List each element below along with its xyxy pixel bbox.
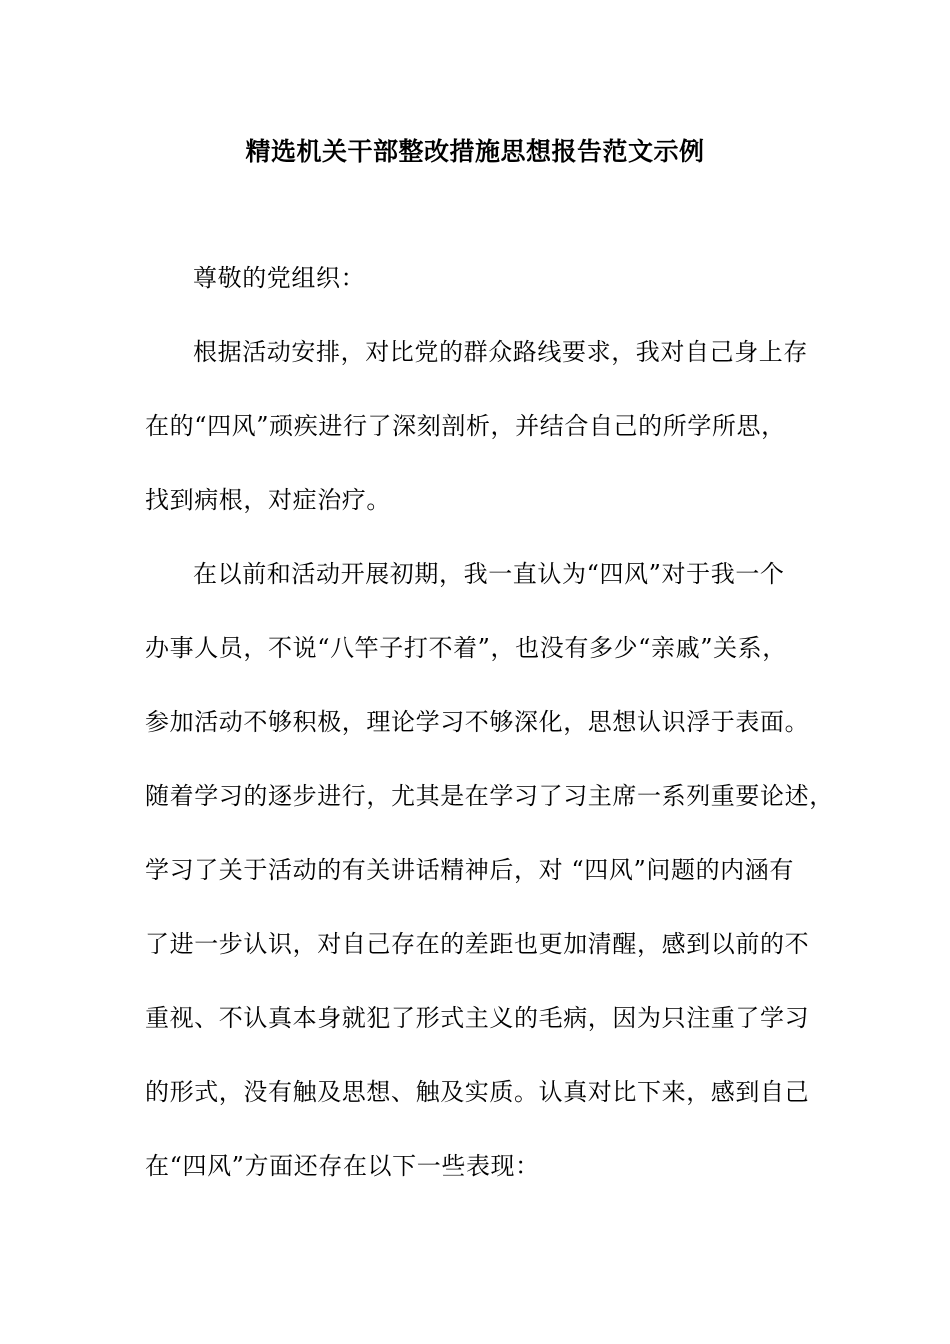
paragraph-1-line-3: 找到病根，对症治疗。 xyxy=(145,486,391,514)
paragraph-2-line-4: 随着学习的逐步进行，尤其是在学习了习主席一系列重要论述， xyxy=(145,782,834,810)
paragraph-2-line-1: 在以前和活动开展初期，我一直认为“四风”对于我一个 xyxy=(193,560,785,588)
paragraph-2-line-6: 了进一步认识，对自己存在的差距也更加清醒，感到以前的不 xyxy=(145,930,810,958)
paragraph-2-line-9: 在“四风”方面还存在以下一些表现： xyxy=(145,1152,540,1180)
paragraph-2-line-8: 的形式，没有触及思想、触及实质。认真对比下来，感到自己 xyxy=(145,1078,810,1106)
paragraph-2-line-7: 重视、不认真本身就犯了形式主义的毛病，因为只注重了学习 xyxy=(145,1004,810,1032)
paragraph-2-line-2: 办事人员，不说“八竿子打不着”，也没有多少“亲戚”关系， xyxy=(145,634,787,662)
paragraph-1-line-2: 在的“四风”顽疾进行了深刻剖析，并结合自己的所学所思， xyxy=(145,412,786,440)
paragraph-1-line-1: 根据活动安排，对比党的群众路线要求，我对自己身上存 xyxy=(193,338,808,366)
document-title: 精选机关干部整改措施思想报告范文示例 xyxy=(245,137,705,166)
paragraph-2-line-3: 参加活动不够积极，理论学习不够深化，思想认识浮于表面。 xyxy=(145,708,810,736)
paragraph-2-line-5: 学习了关于活动的有关讲话精神后，对 “四风”问题的内涵有 xyxy=(145,856,794,884)
salutation-line: 尊敬的党组织： xyxy=(193,264,366,292)
